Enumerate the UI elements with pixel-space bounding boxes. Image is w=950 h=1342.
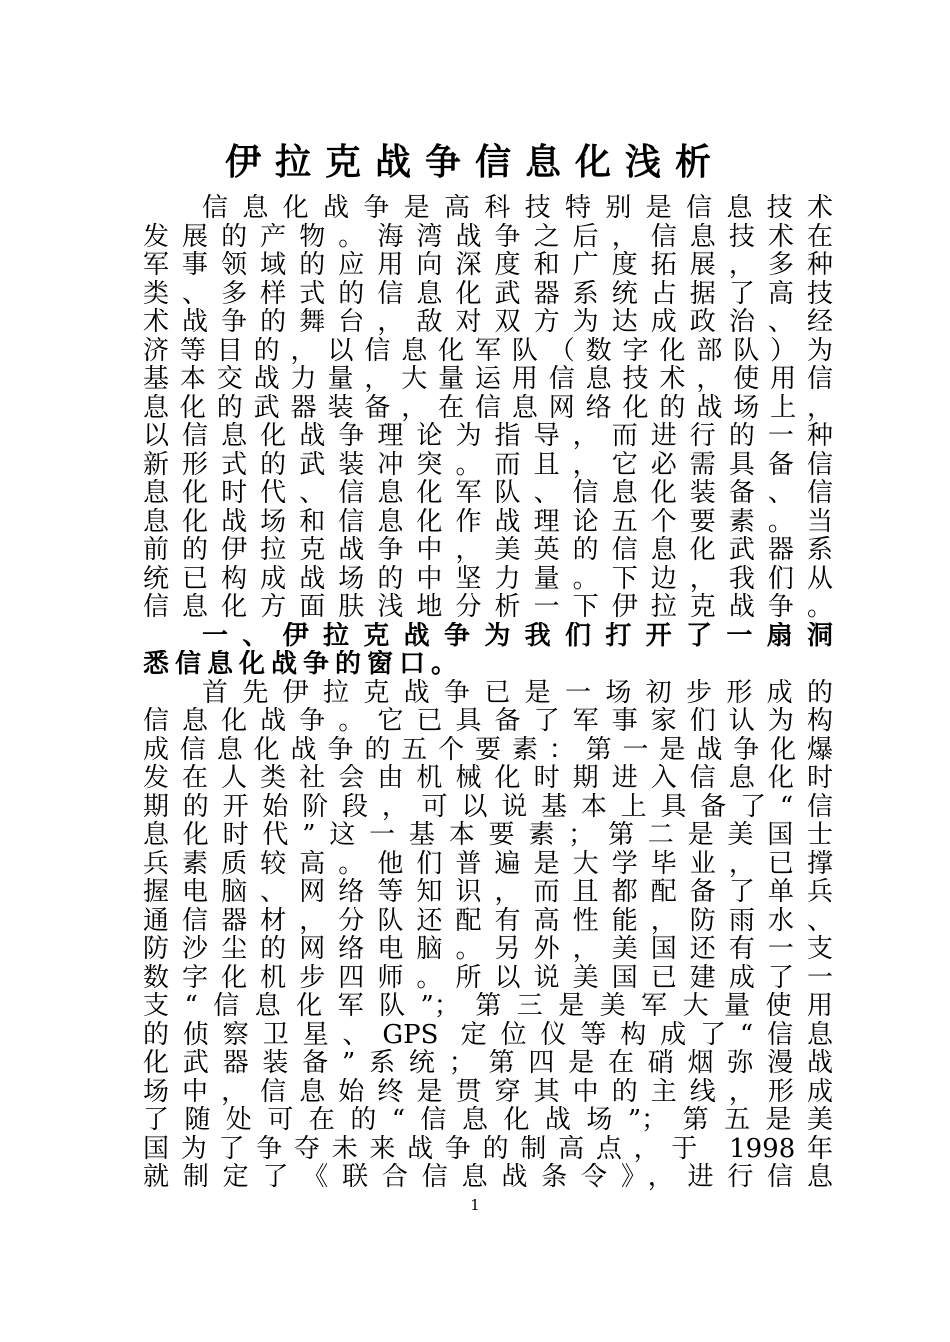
paragraph-line: 信息化战争是高科技特别是信息技术	[202, 194, 833, 223]
paragraph-line: 首先伊拉克战争已是一场初步形成的	[202, 679, 833, 708]
section-heading: 悉信息化战争的窗口。	[143, 650, 464, 679]
paragraph-line: 通信器材，分队还配有高性能，防雨水、	[143, 907, 833, 936]
paragraph-line: 以信息化战争理论为指导，而进行的一种	[143, 422, 833, 451]
paragraph-line: 了随处可在的“信息化战场”；第五是美	[143, 1106, 833, 1135]
paragraph-line: 化武器装备”系统；第四是在硝烟弥漫战	[143, 1049, 833, 1078]
paragraph-line: 济等目的，以信息化军队（数字化部队）为	[143, 337, 833, 366]
paragraph-line: 信息化方面肤浅地分析一下伊拉克战争。	[143, 593, 833, 622]
paragraph-line: 防沙尘的网络电脑。另外，美国还有一支	[143, 935, 833, 964]
paragraph-line: 握电脑、网络等知识，而且都配备了单兵	[143, 878, 833, 907]
paragraph-line: 军事领域的应用向深度和广度拓展，多种	[143, 251, 833, 280]
paragraph-line: 就制定了《联合信息战条令》，进行信息	[143, 1163, 833, 1192]
paragraph-line: 新形式的武装冲突。而且，它必需具备信	[143, 451, 833, 480]
page-number: 1	[470, 1196, 480, 1214]
paragraph-line: 息化时代、信息化军队、信息化装备、信	[143, 479, 833, 508]
paragraph-line: 类、多样式的信息化武器系统占据了高技	[143, 280, 833, 309]
paragraph-line: 息化的武器装备，在信息网络化的战场上，	[143, 394, 833, 423]
document-title: 伊拉克战争信息化浅析	[224, 142, 725, 183]
section-heading: 一、伊拉克战争为我们打开了一扇洞	[202, 622, 833, 651]
paragraph-line: 统已构成战场的中坚力量。下边，我们从	[143, 565, 833, 594]
paragraph-line: 发在人类社会由机械化时期进入信息化时	[143, 764, 833, 793]
paragraph-line: 前的伊拉克战争中，美英的信息化武器系	[143, 536, 833, 565]
paragraph-line: 术战争的舞台，敌对双方为达成政治、经	[143, 308, 833, 337]
paragraph-line: 国为了争夺未来战争的制高点，于 1998年	[143, 1135, 833, 1164]
paragraph-line: 的侦察卫星、GPS 定位仪等构成了“信息	[143, 1021, 833, 1050]
paragraph-line: 期的开始阶段，可以说基本上具备了“信	[143, 793, 833, 822]
paragraph-line: 息化战场和信息化作战理论五个要素。当	[143, 508, 833, 537]
paragraph-line: 成信息化战争的五个要素：第一是战争化爆	[143, 736, 833, 765]
paragraph-line: 发展的产物。海湾战争之后，信息技术在	[143, 223, 833, 252]
paragraph-line: 基本交战力量，大量运用信息技术，使用信	[143, 365, 833, 394]
paragraph-line: 场中，信息始终是贯穿其中的主线，形成	[143, 1078, 833, 1107]
paragraph-line: 数字化机步四师。所以说美国已建成了一	[143, 964, 833, 993]
paragraph-line: 兵素质较高。他们普遍是大学毕业，已撑	[143, 850, 833, 879]
paragraph-line: 息化时代”这一基本要素；第二是美国士	[143, 821, 833, 850]
paragraph-line: 支“信息化军队”；第三是美军大量使用	[143, 992, 833, 1021]
paragraph-line: 信息化战争。它已具备了军事家们认为构	[143, 707, 833, 736]
